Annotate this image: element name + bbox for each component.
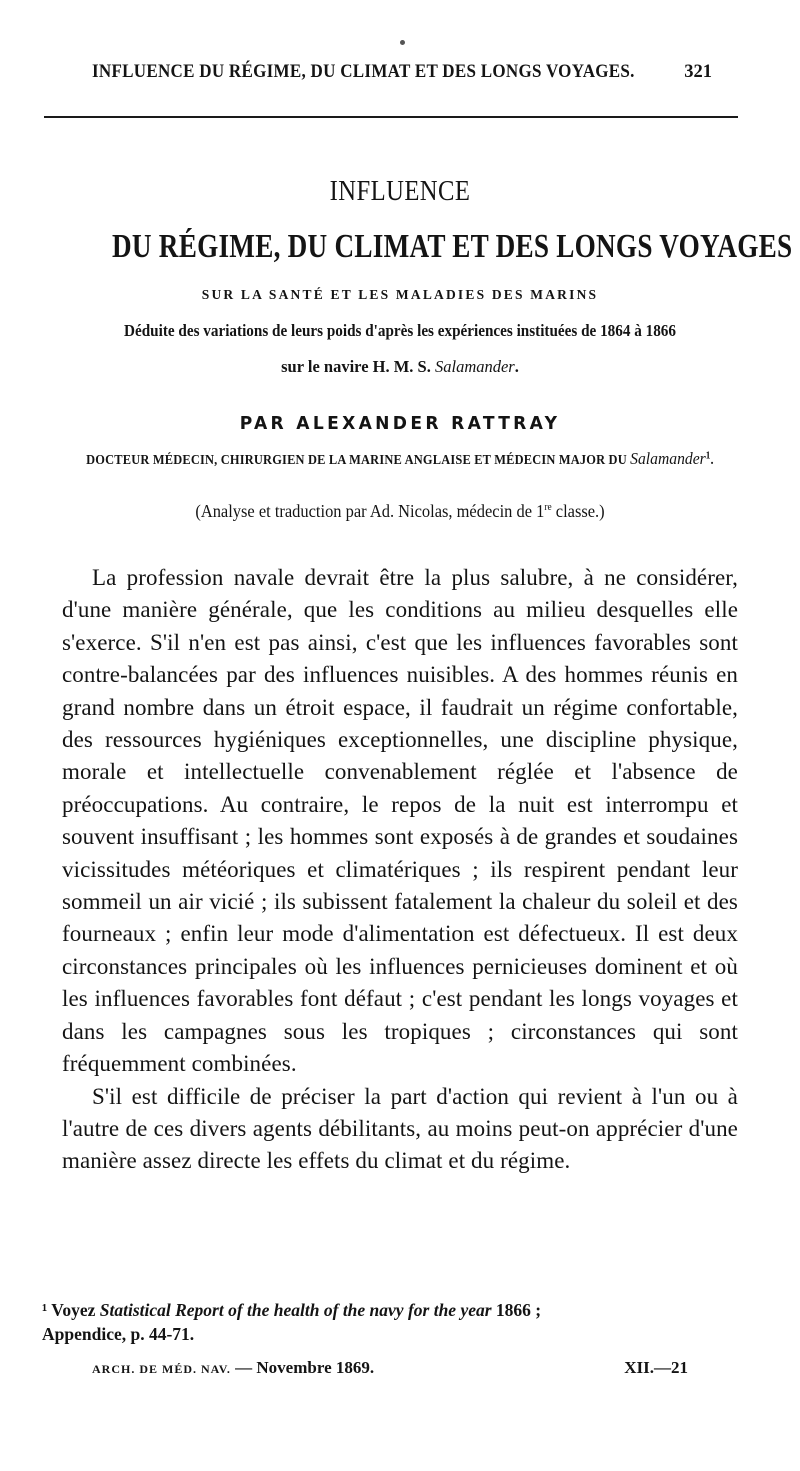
footnote [42,1298,742,1346]
signature-mark: XII.—21 [624,1358,688,1377]
paragraph-1: La profession navale devrait être la plus salubre, à ne considérer, d'une manière générale, que les conditions au milieu desquelles elle s'exerce. S'il n'en est pas ainsi, c'est que les influences favorables sont contre-balancées par des influences nuisibles. A des hommes réunis en grand nombre dans un étroit espace, il faudrait un régime confortable, des ressources hygiéniques exceptionnelles, une discipline physique, morale et intellectuelle convenablement réglée et l'absence de préoccupations. Au contraire, le repos de la nuit est interrompu et souvent insuffisant ; les hommes sont exposés à de grandes et soudaines vicissitudes météoriques et climatériques ; ils respirent pendant leur sommeil un air vicié ; ils subissent fatalement la chaleur du soleil et des fourneaux ; enfin leur mode d'alimentation est défectueux. Il est deux circonstances principales où les influences pernicieuses dominent et où les influences favorables font défaut ; c'est pendant les longs voyages et dans les campagnes sous les tropiques ; circonstances qui sont fréquemment combinées. [62,565,738,1077]
footnote-rest: Appendice, p. 44-71. [42,1324,195,1344]
credentials-text: DOCTEUR MÉDECIN, CHIRURGIEN DE LA MARINE ANGLAISE ET MÉDECIN MAJOR DU [86,452,627,467]
journal-name: ARCH. DE MÉD. NAV. [92,1362,231,1376]
issue-date: — Novembre 1869. [230,1358,375,1377]
footnote-year: 1866 ; [491,1300,542,1320]
body-text [62,562,738,1178]
author: PAR ALEXANDER RATTRAY [239,413,561,434]
subtitle-ship: sur le navire H. M. S. Salamander. [281,357,519,376]
ink-dot [400,40,405,45]
translation-sup: re [544,502,552,514]
footer-left [92,1358,374,1378]
page-number: 321 [684,62,712,82]
translation-text: (Analyse et traduction par Ad. Nicolas, médecin de 1 [195,501,545,521]
running-title: INFLUENCE DU RÉGIME, DU CLIMAT ET DES LONGS VOYAGES. [92,62,635,82]
subtitle: SUR LA SANTÉ ET LES MALADIES DES MARINS [201,287,599,302]
header-rule [44,116,738,118]
page-footer [92,1358,688,1382]
ship-prefix: sur le navire H. M. S. [281,357,431,376]
footnote-prefix: Voyez [47,1300,100,1320]
footnote-mark: ¹ [42,1300,48,1320]
credentials-ship: Salamander [630,449,706,468]
footnote-ref: 1 [705,450,711,462]
ship-name: Salamander [434,357,515,376]
subtitle-detail: Déduite des variations de leurs poids d'après les expériences instituées de 1864 à 1866 [124,321,676,340]
author-credentials: DOCTEUR MÉDECIN, CHIRURGIEN DE LA MARINE ANGLAISE ET MÉDECIN MAJOR DU Salamander$^1$. [86,449,714,468]
footnote-title: Statistical Report of the health of the navy for the year [99,1300,492,1320]
title-line-2: DU RÉGIME, DU CLIMAT ET DES LONGS VOYAGES [112,228,793,265]
translation-suffix: classe.) [551,501,605,521]
paragraph-2: S'il est difficile de préciser la part d'action qui revient à l'un ou à l'autre de ces divers agents débilitants, au moins peut-on apprécier d'une manière assez directe les effets du climat et du régime. [62,1083,738,1174]
title-line-1: INFLUENCE [329,176,471,207]
running-head [92,62,712,92]
translation-note [62,501,739,522]
